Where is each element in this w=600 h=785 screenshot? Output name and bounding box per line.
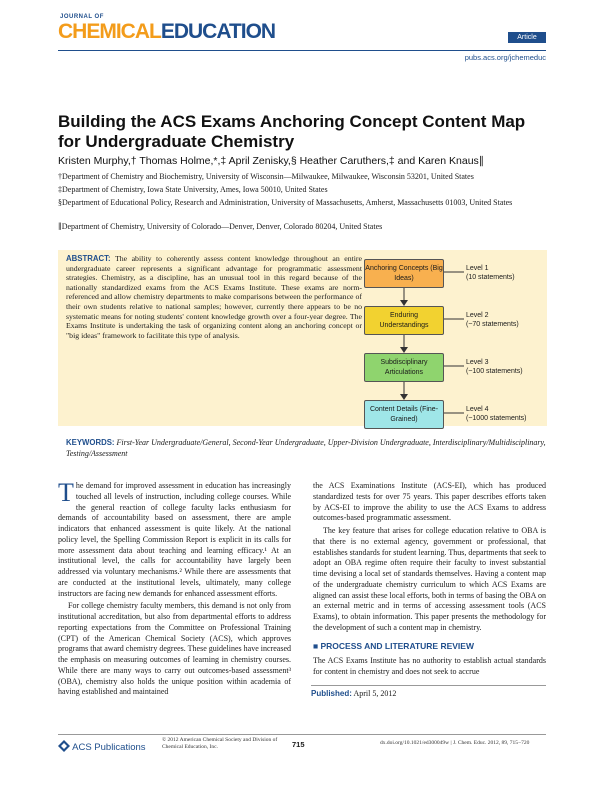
- figure-level-4: Level 4 (~1000 statements): [466, 406, 527, 422]
- copyright: © 2012 American Chemical Society and Division of Chemical Education, Inc.: [162, 737, 278, 750]
- abstract: [66, 254, 362, 340]
- paragraph: The demand for improved assessment in education has increasingly touched all levels of instruction, including college courses. While the general reaction of college faculty lacks enthusiasm for demands of accountability based on assessment, there are ample indicators that enhanced assessment is quite likely. At the national policy level, the Spelling Commission Report is explicit in its calls for more assessment data about teaching and learning efficacy.¹ At an institutional level, the calls for accountability have largely been addressed via voluntary mechanisms.² While there are assessments that are conducted at the institutional levels, ultimately, many college instructors are facing new demands for enhanced assessment efforts.: [58, 478, 291, 598]
- page-number: 715: [292, 740, 305, 749]
- doi-citation[interactable]: dx.doi.org/10.1021/ed300049w | J. Chem. Educ. 2012, 89, 715−720: [380, 740, 530, 746]
- article-type-tag: Article: [508, 32, 546, 43]
- figure-level-1: Level 1 (10 statements): [466, 265, 515, 281]
- published-info: [311, 689, 396, 698]
- figure-box-content-details: Content Details (Fine-Grained): [364, 400, 444, 429]
- journal-logo: [58, 20, 275, 44]
- article-title: Building the ACS Exams Anchoring Concept Content Map for Undergraduate Chemistry: [58, 112, 526, 151]
- logo-word-education: EDUCATION: [160, 20, 276, 43]
- published-label: Published:: [311, 689, 352, 698]
- paragraph: For college chemistry faculty members, this demand is not only from institutional accreditation, but also from departmental efforts to address reporting expectations from the Committee on Professional Training (CPT) of the American Chemical Society (ACS), which approves programs that award chemistry degrees. These guidelines have increased the emphasis on measuring outcomes of learning in chemistry courses. While there are many ways to carry out outcomes-based assessment³ (OBA), chemistry also holds the unique position within academia of having established and maintained: [58, 601, 291, 697]
- publisher-logo: ACS Publications: [58, 740, 146, 753]
- footer-rule: [58, 734, 546, 735]
- figure-level-2: Level 2 (~70 statements): [466, 312, 519, 328]
- journal-logo-top: JOURNAL OF: [60, 14, 104, 20]
- body-right-column: [313, 481, 546, 678]
- header-rule: [58, 50, 546, 51]
- figure-box-anchoring-concepts: Anchoring Concepts (Big Ideas): [364, 259, 444, 288]
- keywords: [66, 437, 546, 459]
- paragraph: The ACS Exams Institute has no authority to establish actual standards for content in chemistry and does not seek to accrue: [313, 656, 546, 676]
- figure-box-subdisciplinary-articulations: Subdisciplinary Articulations: [364, 353, 444, 382]
- drop-cap: T: [58, 478, 74, 507]
- abstract-label: ABSTRACT:: [66, 254, 111, 263]
- affiliation-1: †Department of Chemistry and Biochemistry, University of Wisconsin—Milwaukee, Milwaukee, Wisconsin 53201, United States: [58, 172, 474, 181]
- paragraph: The key feature that arises for college education relative to OBA is that there is no external agency, government or professional, that establishes standards for student learning. Thus, departments that seek to adopt an OBA regime often require their faculty to invest substantial time devising a local set of standards themselves. Having a content map of the undergraduate chemistry curriculum to which ACS Exams are aligned can assist these local efforts, both in terms of basing the OBA on an external metric and in terms of accessing assessment tools (ACS Exams), to obtain information. This paper presents the methodology for the development of such a content map in chemistry.: [313, 526, 546, 632]
- author-list: Kristen Murphy,† Thomas Holme,*,‡ April Zenisky,§ Heather Caruthers,‡ and Karen Knaus∥: [58, 155, 485, 167]
- keywords-text: First-Year Undergraduate/General, Second-Year Undergraduate, Upper-Division Undergraduate, Interdisciplinary/Multidisciplinary, Testing/Assessment: [66, 438, 546, 458]
- section-heading: ■ PROCESS AND LITERATURE REVIEW: [313, 640, 474, 651]
- affiliation-2: ‡Department of Chemistry, Iowa State University, Ames, Iowa 50010, United States: [58, 185, 328, 194]
- acs-logo-icon: [58, 740, 70, 752]
- figure-level-3: Level 3 (~100 statements): [466, 359, 523, 375]
- journal-url-link[interactable]: pubs.acs.org/jchemeduc: [464, 53, 546, 62]
- logo-word-chemical: CHEMICAL: [58, 20, 161, 43]
- published-date: April 5, 2012: [353, 689, 397, 698]
- affiliation-3: §Department of Educational Policy, Research and Administration, University of Massachusetts, Amherst, Massachusetts 01003, United States: [58, 198, 513, 207]
- paragraph: the ACS Examinations Institute (ACS-EI), which has produced standardized tests for over 75 years. This paper describes efforts taken by ACS-EI to improve the ability to use the ACS Exams to address outcomes-based programmatic assessment.: [313, 481, 546, 523]
- body-left-column: [58, 478, 291, 698]
- published-rule: [311, 685, 546, 686]
- keywords-label: KEYWORDS:: [66, 438, 115, 447]
- abstract-text: The ability to coherently assess content knowledge throughout an entire undergraduate career represents a significant advantage for programmatic assessment strategies. Chemistry, as a discipline, has an unusual tool in this regard because of the nationally standardized exams from the ACS Exams Institute. These exams are norm-referenced and allow chemistry departments to make comparisons between the performance of their own students relative to national samples; however, currently there appears to be no systematic means for noting students' content knowledge growth over a four-year degree. The Exams Institute is undertaking the task of organizing content along an anchoring concept or "big ideas" framework to facilitate this type of analysis.: [66, 254, 362, 340]
- affiliation-4: ∥Department of Chemistry, University of Colorado—Denver, Denver, Colorado 80204, United States: [58, 222, 383, 231]
- figure-box-enduring-understandings: Enduring Understandings: [364, 306, 444, 335]
